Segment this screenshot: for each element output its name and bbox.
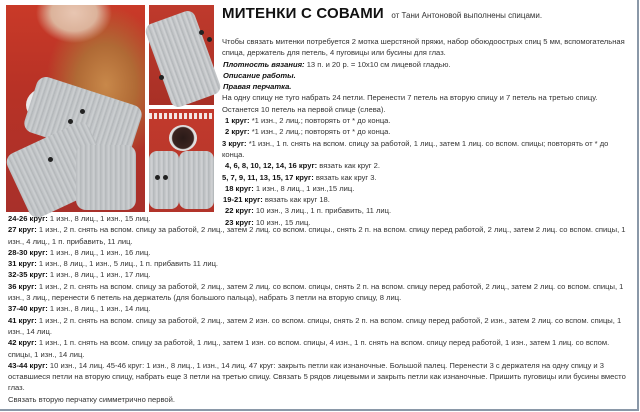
- page-title: МИТЕНКИ С СОВАМИ: [222, 5, 384, 22]
- round-text: 1 изн., 8 лиц., 1 изн., 15 лиц.: [47, 214, 151, 223]
- round-label: 28-30 круг:: [8, 247, 48, 257]
- round-label: 23 круг:: [225, 217, 254, 227]
- round-text: вязать как круг 3.: [313, 172, 377, 182]
- owl-eye-icon: [159, 75, 164, 80]
- round-text: *1 изн., 2 лиц.; повторять от * до конца.: [249, 116, 391, 126]
- main-photo: [6, 5, 145, 212]
- round-label: 31 круг:: [8, 259, 37, 269]
- round-line: [222, 126, 632, 137]
- photo-collage: [6, 5, 214, 212]
- round-text: 1 изн., 8 лиц., 1 изн.,15 лиц.: [253, 183, 355, 193]
- materials-paragraph: Чтобы связать митенки потребуется 2 мотка шерстяной пряжи, набор обоюдоострых спиц 5 мм, вспомогательная спица, держатель для петель, 4 пуговицы или бусины для глаз.: [222, 37, 625, 58]
- round-text: вязать как круг 18.: [262, 195, 330, 205]
- round-label: 3 круг:: [222, 138, 247, 148]
- round-label: 4, 6, 8, 10, 12, 14, 16 круг:: [225, 161, 318, 171]
- round-line: [8, 258, 632, 269]
- gauge-label: Плотность вязания:: [223, 59, 305, 69]
- mitt-shape: [179, 151, 214, 209]
- owl-eye-icon: [80, 109, 85, 114]
- gauge-line: [222, 59, 632, 70]
- round-line: [8, 269, 632, 280]
- round-line: [222, 194, 632, 205]
- round-text: 10 изн., 3 лиц., 1 п. прибавить, 11 лиц.: [253, 206, 392, 216]
- round-label: 5, 7, 9, 11, 13, 15, 17 круг:: [222, 172, 314, 182]
- round-text: 1 изн., 8 лиц., 1 изн., 5 лиц., 1 п. прибавить 11 лиц.: [36, 259, 219, 269]
- side-photo-top: [149, 5, 214, 105]
- round-line: [8, 303, 632, 314]
- round-line: [222, 183, 632, 194]
- round-label: 24-26 круг:: [8, 214, 48, 223]
- side-photo-bottom: [149, 109, 214, 212]
- owl-eye-icon: [48, 157, 53, 162]
- cup-top-view: [169, 125, 197, 151]
- round-line: [8, 213, 632, 224]
- round-text: 10 изн., 14 лиц. 45-46 круг: 1 изн., 8 лиц., 1 изн., 14 лиц. 47 круг: закрыть петли как изнаночные. Большой палец. Перенести 3 с держателя на одну спицу и 3 оставшиеся петли на вторую спицу, набрать еще 3 петли на третью спицу. Связать 5 рядов лицевыми и закрыть петли как изнаночные. Пришить пуговицы или бусины вместо глаз.: [8, 360, 626, 393]
- mitt-shape: [144, 9, 223, 109]
- round-line: [8, 337, 632, 360]
- round-text: 1 изн., 1 п. снять на всом. спицу за работой, 1 лиц., затем 1 изн. со вспом. спицы, 4 изн., 1 п. снять на вспом. спицу перед работой, 1 изн., затем 1 лиц. со вспом. спицы, 1 изн., 14 лиц.: [8, 338, 610, 359]
- round-label: 37-40 круг:: [8, 304, 48, 314]
- round-line: [8, 247, 632, 258]
- round-text: вязать как круг 2.: [317, 161, 381, 171]
- mitt-shape: [76, 145, 136, 210]
- closing-line: Связать вторую перчатку симметрично первой.: [8, 394, 176, 404]
- page-subtitle: от Тани Антоновой выполнены спицами.: [391, 11, 543, 20]
- round-text: 1 изн., 8 лиц., 1 изн., 16 лиц.: [47, 247, 151, 257]
- round-line: [8, 224, 632, 247]
- owl-eye-icon: [155, 175, 160, 180]
- round-text: *1 изн., 1 п. снять на вспом. спицу за работой, 1 лиц., затем 1 лиц. со вспом. спицы; повторять от * до конца.: [222, 138, 609, 159]
- round-text: 1 изн., 8 лиц., 1 изн., 17 лиц.: [47, 270, 151, 280]
- round-text: 1 изн., 2 п. снять на вспом. спицу за работой, 2 лиц., затем 2 лиц. со вспом. спицы, снять 2 п. на вспом. спицу перед работой, 2 лиц., затем 2 лиц. со вспом. спицы, 1 изн., 3 лиц., перенести 6 петель на держатель (для большого пальца), набрать 3 петли на вторую спицу, 8 лиц.: [8, 281, 624, 303]
- round-label: 41 круг:: [8, 315, 37, 325]
- owl-eye-icon: [199, 30, 204, 35]
- round-label: 36 круг:: [8, 281, 37, 291]
- title-row: [222, 5, 542, 23]
- owl-eye-icon: [163, 175, 168, 180]
- lace-trim: [149, 113, 214, 119]
- round-text: 10 изн., 15 лиц.: [253, 217, 311, 227]
- round-line: [222, 172, 632, 183]
- section-heading-right-glove: Правая перчатка.: [223, 82, 292, 92]
- round-line: [8, 360, 632, 394]
- cast-on-paragraph: На одну спицу не туго набрать 24 петли. Перенести 7 петель на вторую спицу и 7 петель на третью спицу. Останется 10 петель на первой спице (слева).: [222, 93, 598, 114]
- round-text: 1 изн., 8 лиц., 1 изн., 14 лиц.: [47, 304, 151, 314]
- round-label: 1 круг:: [225, 116, 250, 126]
- round-line: [222, 138, 632, 161]
- section-heading-description: Описание работы.: [223, 70, 296, 80]
- round-label: 43-44 круг:: [8, 360, 48, 370]
- upper-text-block: [222, 36, 632, 228]
- owl-eye-icon: [68, 119, 73, 124]
- round-label: 32-35 круг:: [8, 270, 48, 280]
- round-text: 1 изн., 2 п. снять на вспом. спицу за работой, 2 лиц., затем 2 изн. со вспом. спицы, снять 2 п. на вспом. спицу перед работой, 2 изн., затем 2 лиц. со вспом. спицы, 1 изн., 14 лиц.: [8, 315, 622, 336]
- round-label: 27 круг:: [8, 225, 37, 235]
- round-text: 1 изн., 2 п. снять на вспом. спицу за работой, 2 лиц., затем 2 лиц. со вспом. спицы., снять 2 п. на вспом. спицу перед работой, 2 лиц., затем 2 лиц. со вспом. спицы, 1 изн., 4 лиц., 1 п. прибавить, 11 лиц.: [8, 225, 626, 246]
- round-text: *1 изн., 2 лиц.; повторять от * до конца.: [249, 127, 391, 137]
- round-label: 2 круг:: [225, 127, 250, 137]
- round-label: 18 круг:: [225, 183, 254, 193]
- round-line: [8, 315, 632, 338]
- round-label: 19-21 круг:: [223, 195, 263, 205]
- lower-text-block: [8, 213, 632, 405]
- round-line: [222, 115, 632, 126]
- mitt-shape: [149, 151, 179, 209]
- owl-eye-icon: [207, 37, 212, 42]
- gauge-value: 13 п. и 20 р. = 10х10 см лицевой гладью.: [304, 59, 451, 69]
- round-line: [222, 160, 632, 171]
- round-label: 42 круг:: [8, 338, 37, 348]
- round-line: [8, 281, 632, 304]
- round-label: 22 круг:: [225, 206, 254, 216]
